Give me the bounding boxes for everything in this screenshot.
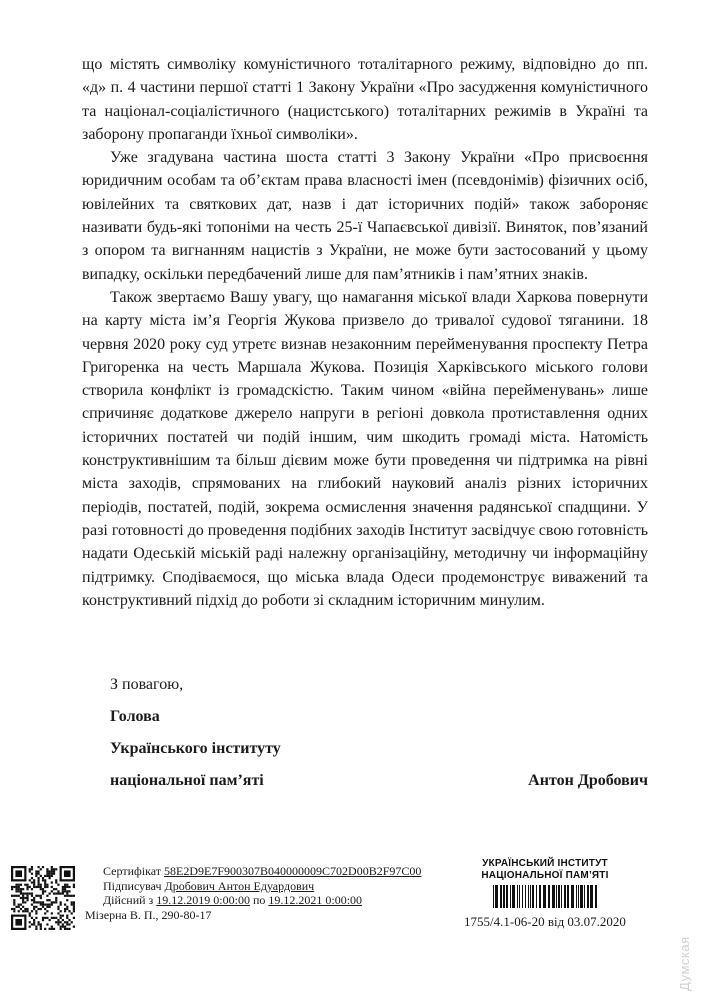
body-paragraph-2: Уже згадувана частина шоста статті 3 Закону України «Про присвоєння юридичним особам та об’єктам права власності імен (псевдонімів) фізичних осіб, ювілейних та святкових дат, назв і дат історичних подій» також забороняє називати будь-які топоніми на честь 25-ї Чапаєвської дивізії. Виняток, пов’язаний з опором та вигнанням нацистів з України, не може бути застосований у цьому випадку, оскільки передбачений лише для пам’ятників і пам’ятних знаків. [82,149,648,283]
validity-from: 19.12.2019 0:00:00 [156,893,250,908]
certificate-value: 58E2D9E7F900307B040000009C702D00B2F97C00 [164,864,422,878]
clerk-line: Мізерна В. П., 290-80-17 [85,907,212,922]
validity-label: Дійсний з [103,893,154,908]
watermark-text: Думская [677,936,692,991]
certificate-line [103,864,433,879]
qr-code-icon [11,866,75,932]
signature-title-line-1: Голова [110,708,160,725]
signatory-name: Антон Дробович [528,772,648,789]
signer-line [103,879,433,894]
stamp-registration-number: 1755/4.1-06-20 від 03.07.2020 [464,914,626,929]
signature-title-line-3: національної пам’яті [110,772,264,789]
validity-conjunction: по [252,893,266,908]
letter-body [82,53,648,612]
stamp-org-line-1: УКРАЇНСЬКИЙ ІНСТИТУТ [482,858,608,869]
signature-block [110,676,648,789]
certificate-label: Сертифікат [103,864,162,878]
certificate-block [85,864,433,922]
body-paragraph-3: Також звертаємо Вашу увагу, що намагання міської влади Харкова повернути на карту міста ім’я Георгія Жукова призвело до тривалої судової тяганини. 18 червня 2020 року суд утретє визнав незаконним перейменування проспекту Петра Григоренка на честь Маршала Жукова. Позиція Харківського міського голови створила конфлікт із громадскістю. Таким чином «війна перейменувань» лише спричиняє додаткове джерело напруги в регіоні довкола протиставлення одних історичних постатей чи подій іншим, чим шкодить громаді міста. Натомість конструктивнішим та більш дієвим може бути проведення чи підтримка на рівні міста заходів, спрямованих на глибокий науковий аналіз різних історичних періодів, постатей, подій, зокрема осмислення значення радянської спадщини. У разі готовності до проведення подібних заходів Інститут засвідчує свою готовність надати Одеській міській раді належну організаційну, методичну чи інформаційну підтримку. Сподіваємося, що міська влада Одеси продемонструє виважений та конструктивний підхід до роботи зі складним історичним минулим. [82,288,648,609]
signer-label: Підписувач [103,878,162,893]
signature-title-line-2: Українського інституту [110,740,281,757]
barcode-icon [493,885,597,908]
signature-salutation: З повагою, [110,676,184,693]
signer-value: Дробович Антон Едуардович [164,878,315,893]
validity-to: 19.12.2021 0:00:00 [268,893,363,908]
stamp-org-line-2: НАЦІОНАЛЬНОЇ ПАМ’ЯТІ [481,869,609,881]
body-paragraph-1: що містять символіку комуністичного тоталітарного режиму, відповідно до пп. «д» п. 4 частини першої статті 1 Закону України «Про засудження комуністичного та націонал-соціалістичного (нацистського) тоталітарних режимів в Україні та заборону пропаганди їхньої символіки». [82,56,648,143]
registration-stamp [445,858,645,929]
validity-line [103,893,433,908]
